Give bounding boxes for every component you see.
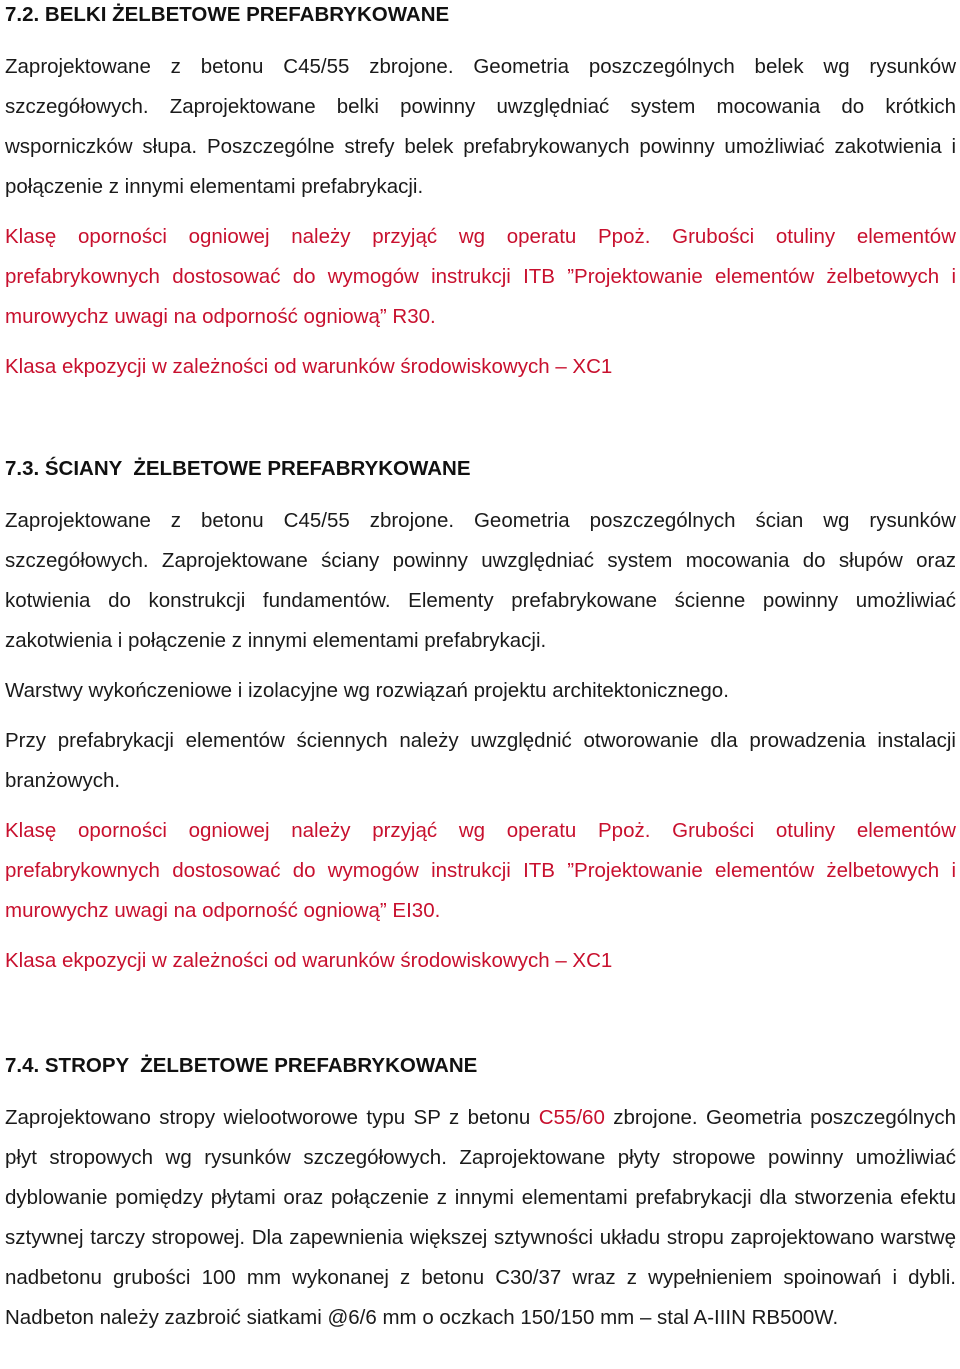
fire-cover-text: Grubości otuliny elementów prefabrykownych dostosować do wymogów instrukcji ITB ”Projektowanie elementów żelbetowych i murowychz uwagi na odporność ogniową” EI30. (5, 819, 956, 922)
fire-cover-text: Grubości otuliny elementów prefabrykownych dostosować do wymogów instrukcji ITB ”Projektowanie elementów żelbetowych i murowychz uwagi na odporność ogniową” R30. (5, 225, 956, 328)
paragraph-description: Zaprojektowane z betonu C45/55 zbrojone. Geometria poszczególnych ścian wg rysunków szczegółowych. Zaprojektowane ściany powinny uwzględniać system mocowania do słupów oraz kotwienia do konstrukcji fundamentów. Elementy prefabrykowane ścienne powinny umożliwiać zakotwienia i połączenie z innymi elementami prefabrykacji. (5, 509, 956, 652)
paragraph-exposure-class: Klasa ekpozycji w zależności od warunków środowiskowych – XC1 (5, 949, 613, 972)
slab-text-rest: zbrojone. Geometria poszczególnych płyt stropowych wg rysunków szczegółowych. Zaprojektowane płyty stropowe powinny umożliwiać dyblowanie pomiędzy płytami oraz połączenie z innymi elementami prefabrykacji dla stworzenia efektu sztywnej tarczy stropowej. Dla zapewnienia większej sztywności układu stropu zaprojektowano warstwę nadbetonu grubości 100 mm wykonanej z betonu C30/37 wraz z wypełnieniem spoinowań i dybli. Nadbeton należy zazbroić siatkami @6/6 mm o oczkach 150/150 mm – stal A-IIIN RB500W. (5, 1106, 956, 1329)
concrete-class-highlight: C55/60 (538, 1106, 605, 1129)
fire-class-text: Klasę oporności ogniowej należy przyjąć wg operatu Ppoż. (5, 225, 651, 248)
paragraph-description: Zaprojektowane z betonu C45/55 zbrojone. Geometria poszczególnych belek wg rysunków szczegółowych. Zaprojektowane belki powinny uwzględniać system mocowania do krótkich wsporniczków słupa. Poszczególne strefy belek prefabrykowanych powinny umożliwiać zakotwienia i połączenie z innymi elementami prefabrykacji. (5, 55, 956, 198)
section-walls (5, 454, 956, 981)
section-beams (5, 0, 956, 387)
paragraph-openings: Przy prefabrykacji elementów ściennych należy uwzględnić otworowanie dla prowadzenia instalacji branżowych. (5, 729, 956, 792)
section-heading: 7.4. STROPY ŻELBETOWE PREFABRYKOWANE (5, 1054, 478, 1077)
section-heading: 7.3. ŚCIANY ŻELBETOWE PREFABRYKOWANE (5, 457, 471, 480)
paragraph-exposure-class: Klasa ekpozycji w zależności od warunków środowiskowych – XC1 (5, 355, 613, 378)
section-slabs (5, 1051, 956, 1338)
slab-text-start: Zaprojektowano stropy wielootworowe typu SP z betonu (5, 1106, 539, 1129)
section-heading: 7.2. BELKI ŻELBETOWE PREFABRYKOWANE (5, 3, 450, 26)
paragraph-finishing: Warstwy wykończeniowe i izolacyjne wg rozwiązań projektu architektonicznego. (5, 679, 729, 702)
paragraph-fire-resistance (5, 217, 956, 337)
fire-class-text: Klasę oporności ogniowej należy przyjąć wg operatu Ppoż. (5, 819, 651, 842)
paragraph-description (5, 1098, 956, 1338)
paragraph-fire-resistance (5, 811, 956, 931)
